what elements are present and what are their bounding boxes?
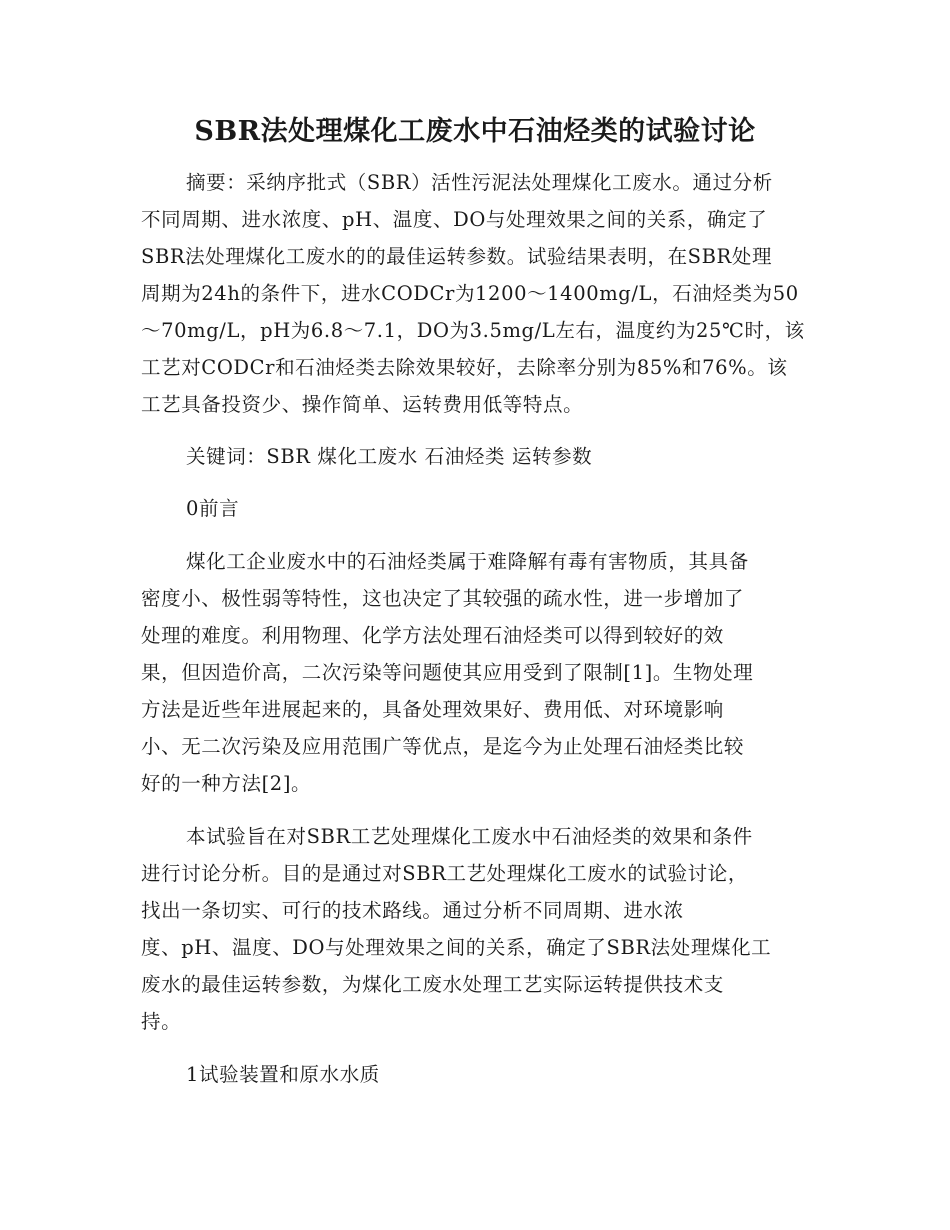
paragraph-line: 煤化工企业废水中的石油烃类属于难降解有毒有害物质，其具备 <box>186 550 749 573</box>
document-title: SBR法处理煤化工废水中石油烃类的试验讨论 <box>194 116 756 147</box>
paragraph-line: 方法是近些年进展起来的，具备处理效果好、费用低、对环境影响 <box>141 698 724 721</box>
abstract-line: 周期为24h的条件下，进水CODCr为1200～1400mg/L，石油烃类为50 <box>141 282 799 305</box>
paragraph-line: 度、pH、温度、DO与处理效果之间的关系，确定了SBR法处理煤化工 <box>141 936 772 959</box>
paragraph-line: 处理的难度。利用物理、化学方法处理石油烃类可以得到较好的效 <box>141 624 724 647</box>
paragraph-line: 果，但因造价高，二次污染等问题使其应用受到了限制[1]。生物处理 <box>141 661 754 684</box>
paragraph-line: 废水的最佳运转参数，为煤化工废水处理工艺实际运转提供技术支 <box>141 973 724 996</box>
paragraph-line: 进行讨论分析。目的是通过对SBR工艺处理煤化工废水的试验讨论， <box>141 862 748 885</box>
abstract-line: 工艺具备投资少、操作简单、运转费用低等特点。 <box>141 393 584 416</box>
section-heading: 1试验装置和原水水质 <box>186 1063 380 1086</box>
paragraph-line: 本试验旨在对SBR工艺处理煤化工废水中石油烃类的效果和条件 <box>186 825 753 848</box>
abstract-line: 工艺对CODCr和石油烃类去除效果较好，去除率分别为85%和76%。该 <box>141 356 788 379</box>
abstract-line: 摘要：采纳序批式（SBR）活性污泥法处理煤化工废水。通过分析 <box>186 171 773 194</box>
keywords-line: 关键词：SBR 煤化工废水 石油烃类 运转参数 <box>186 445 593 468</box>
paragraph-line: 密度小、极性弱等特性，这也决定了其较强的疏水性，进一步增加了 <box>141 587 745 610</box>
abstract-line: SBR法处理煤化工废水的的最佳运转参数。试验结果表明，在SBR处理 <box>141 245 773 268</box>
abstract-line: ～70mg/L，pH为6.8～7.1，DO为3.5mg/L左右，温度约为25℃时，该 <box>141 319 805 342</box>
paragraph-line: 找出一条切实、可行的技术路线。通过分析不同周期、进水浓 <box>141 899 684 922</box>
abstract-line: 不同周期、进水浓度、pH、温度、DO与处理效果之间的关系，确定了 <box>141 208 768 231</box>
paragraph-line: 小、无二次污染及应用范围广等优点，是迄今为止处理石油烃类比较 <box>141 735 745 758</box>
section-heading: 0前言 <box>186 497 240 520</box>
paragraph-line: 持。 <box>141 1010 182 1033</box>
paragraph-line: 好的一种方法[2]。 <box>141 772 312 795</box>
